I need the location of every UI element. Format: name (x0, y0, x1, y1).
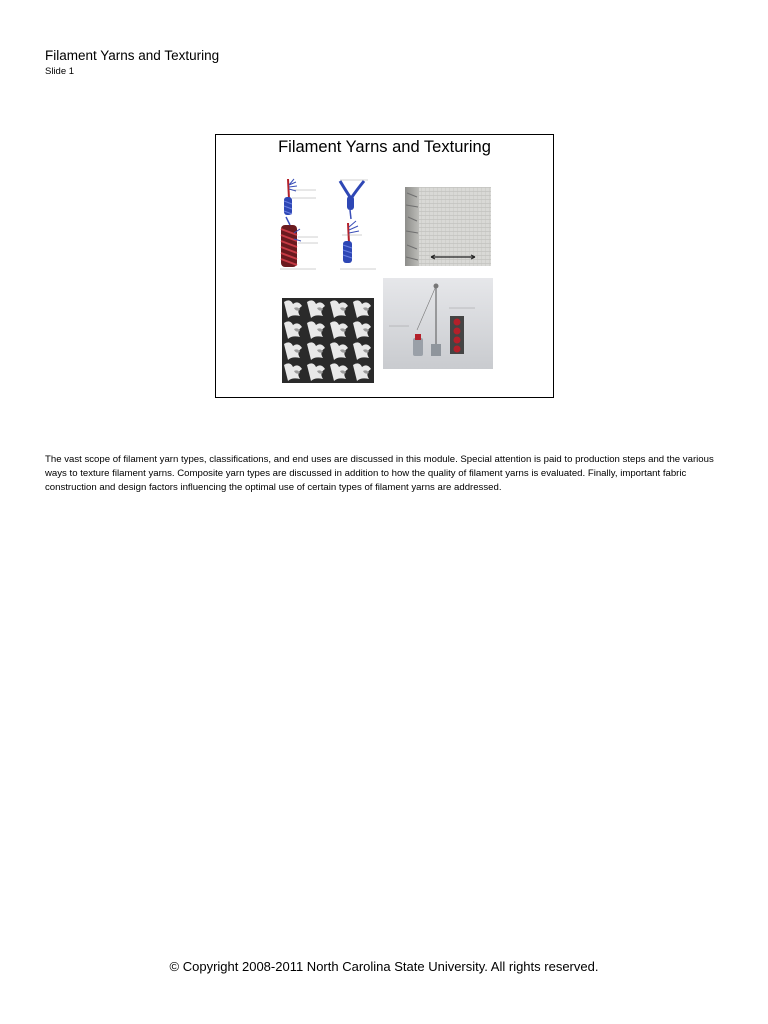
yarn-illustration-1 (284, 179, 316, 215)
yarn-construction-diagram (276, 177, 388, 273)
slide-title: Filament Yarns and Texturing (278, 138, 491, 156)
slide-notes: The vast scope of filament yarn types, classifications, and end uses are discussed in this module. Special attention is paid to production steps and the various ways to texture filament yarns. Composite yarn types are discussed in addition to how the quality of filament yarns is evaluated. Finally, important fabric construction and design factors influencing the optimal use of certain types of filament yarns are addressed. (45, 454, 714, 493)
yarn-illustration-2 (340, 180, 368, 219)
texture-pattern (282, 298, 374, 383)
slide-thumbnail (215, 134, 554, 398)
texturing-machine (383, 278, 493, 369)
slide-number-label: Slide 1 (45, 66, 75, 77)
fabric-photo (405, 187, 491, 266)
document-title: Filament Yarns and Texturing (45, 48, 220, 63)
yarn-illustration-3 (280, 217, 318, 269)
yarn-illustration-4 (340, 221, 376, 269)
copyright-footer: © Copyright 2008-2011 North Carolina State University. All rights reserved. (169, 959, 599, 974)
